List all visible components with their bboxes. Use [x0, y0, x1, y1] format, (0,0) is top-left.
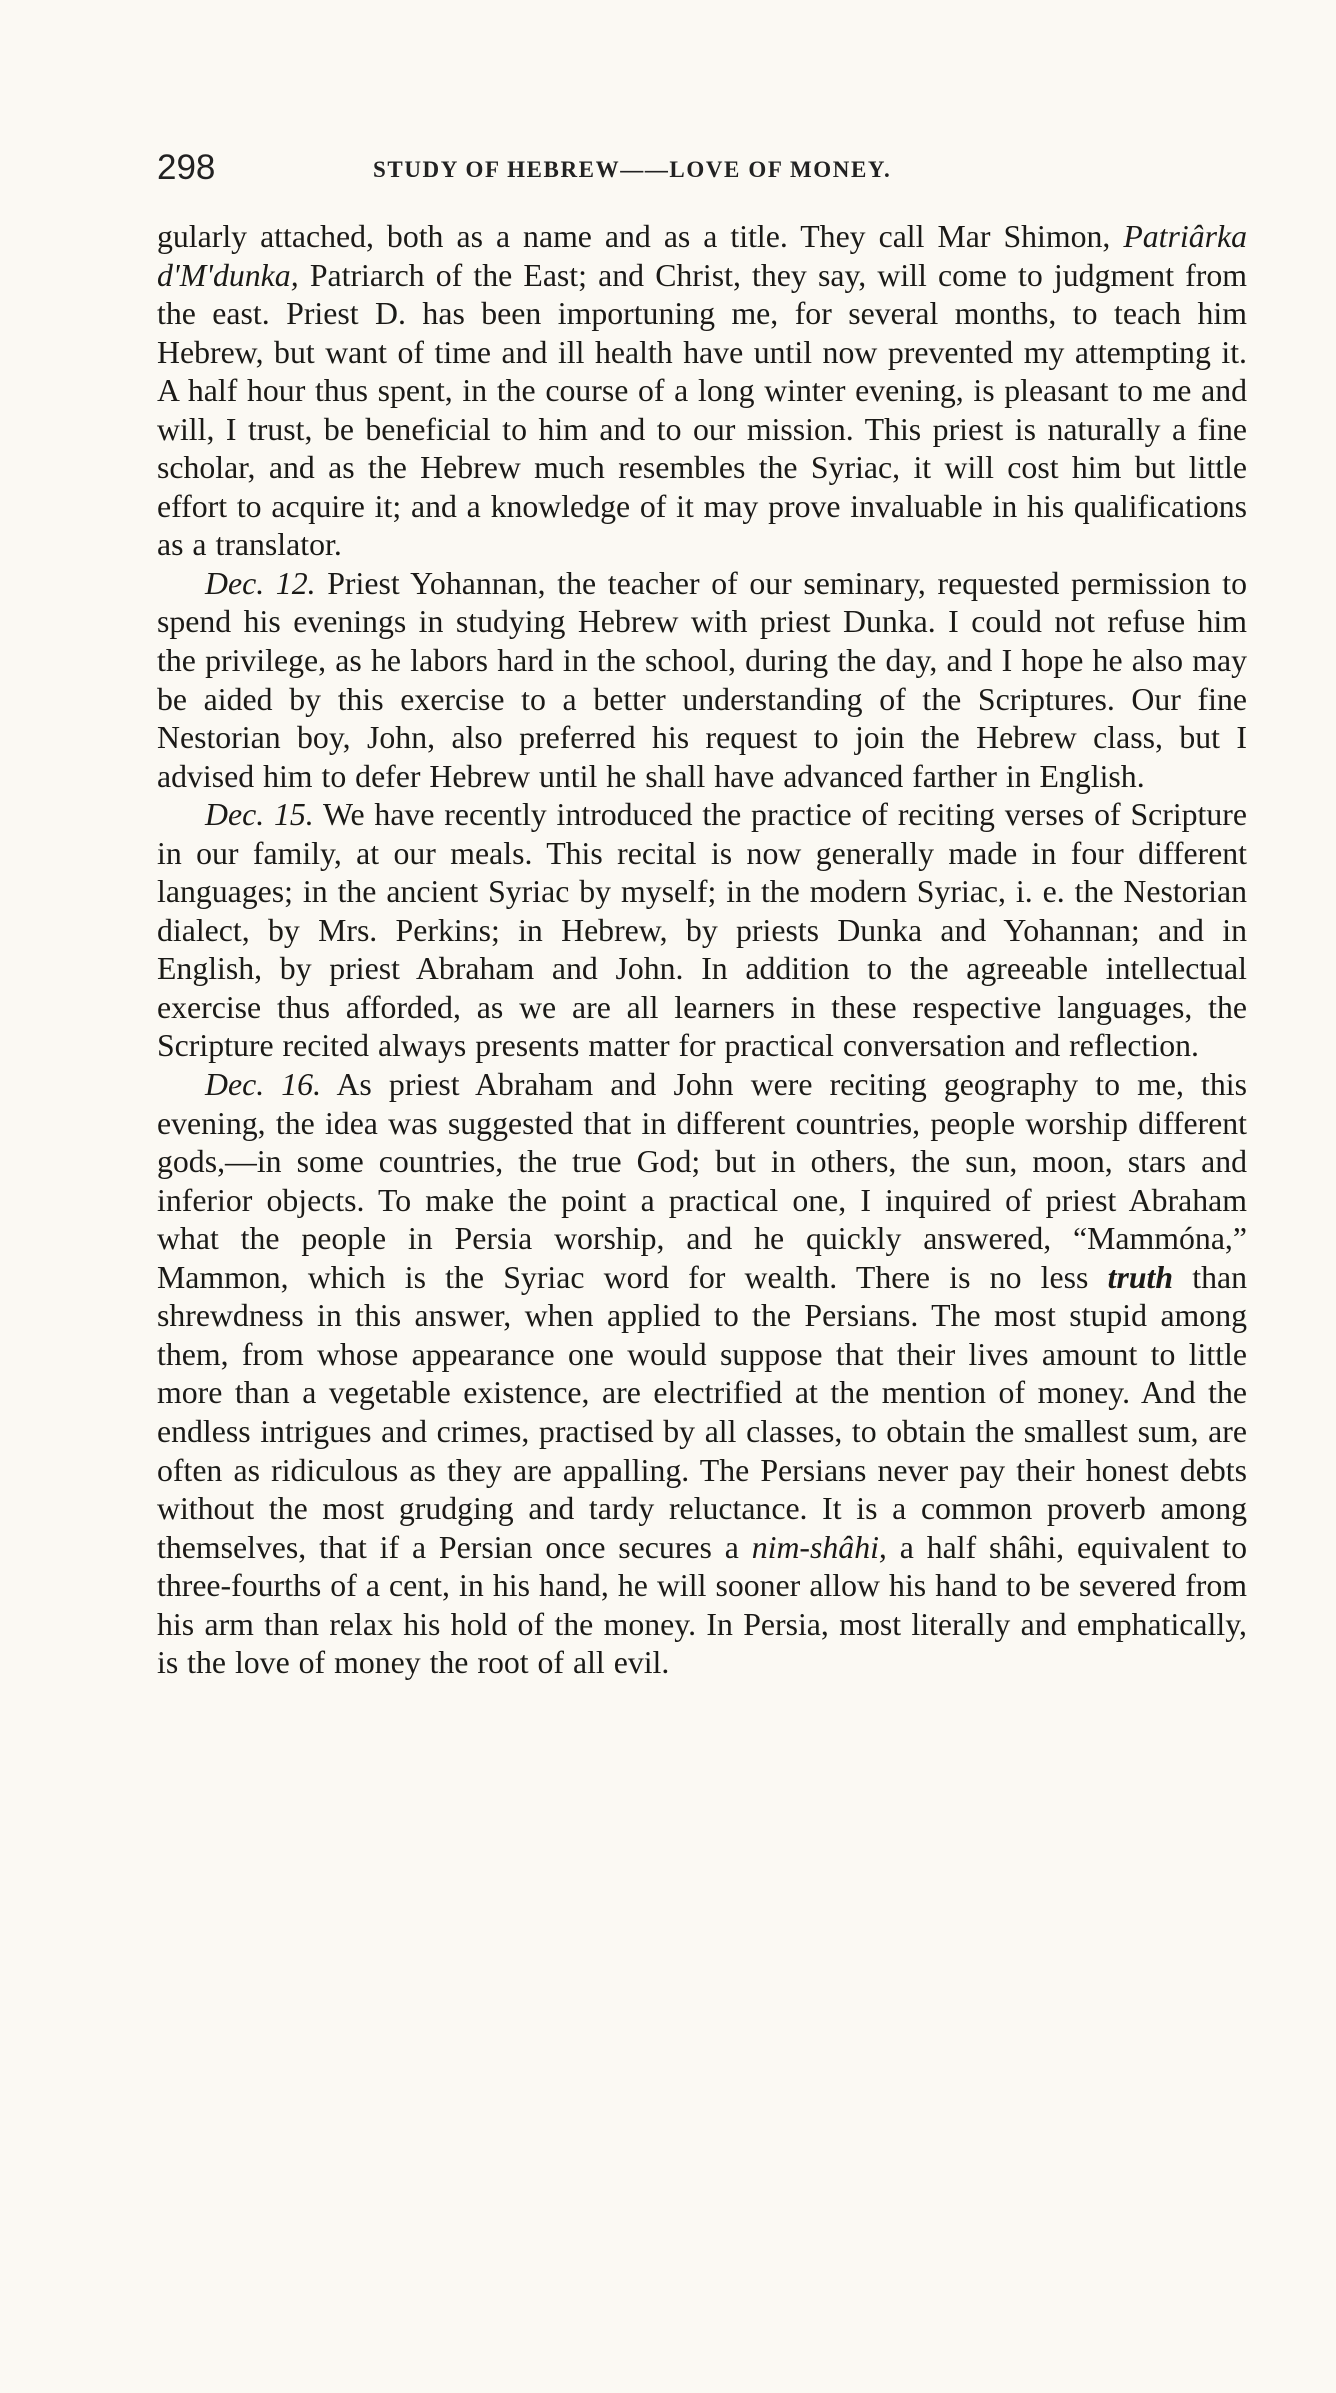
entry-date: Dec. 15. — [205, 797, 314, 833]
journal-entry-dec-12 — [157, 565, 1247, 796]
journal-entry-dec-15 — [157, 796, 1247, 1066]
entry-text: As priest Abraham and John were reciting geography to me, this evening, the idea was suggested that in different countries, people worship different gods,—in some countries, the true God; but in others, the sun, moon, stars and inferior objects. To make the point a practical one, I inquired of priest Abraham what the people in Persia worship, and he quickly answered, “Mammóna,” Mammon, which is the Syriac word for wealth. There is no less — [157, 1067, 1248, 1295]
body-text — [157, 218, 1247, 1683]
book-page — [157, 138, 1247, 1683]
entry-text: Priest Yohannan, the teacher of our seminary, requested permission to spend his evenings in studying Hebrew with priest Dunka. I could not refuse him the privilege, as he labors hard in the school, during the day, and I hope he also may be aided by this exercise to a better understanding of the Scriptures. Our fine Nestorian boy, John, also preferred his request to join the Hebrew class, but I advised him to defer Hebrew until he shall have advanced farther in English. — [157, 565, 1247, 794]
italic-term: Patriârka d'M'dunka, — [157, 219, 1247, 293]
paragraph-text: Patriarch of the East; and Christ, they say, will come to judgment from the east. Priest D. has been importuning me, for several months, to teach him Hebrew, but want of time and ill health have until now prevented my attempting it. A half hour thus spent, in the course of a long winter evening, is pleasant to me and will, I trust, be beneficial to him and to our mission. This priest is naturally a fine scholar, and as the Hebrew much resembles the Syriac, it will cost him but little effort to acquire it; and a knowledge of it may prove invaluable in his qualifications as a translator. — [157, 257, 1247, 563]
paragraph-text: gularly attached, both as a name and as a title. They call Mar Shimon, — [157, 219, 1124, 254]
entry-text: than shrewdness in this answer, when applied to the Persians. The most stupid among them, from whose appearance one would suppose that their lives amount to little more than a vegetable existence, are electrified at the mention of money. And the endless intrigues and crimes, practised by all classes, to obtain the smallest sum, are often as ridiculous as they are appalling. The Persians never pay their honest debts without the most grudging and tardy reluctance. It is a common proverb among themselves, that if a Persian once secures a — [157, 1259, 1247, 1565]
italic-term: nim-shâhi, — [751, 1529, 887, 1565]
paragraph-continuation — [157, 218, 1247, 565]
emphasized-word: truth — [1107, 1259, 1174, 1295]
entry-date: Dec. 16. — [205, 1067, 322, 1103]
journal-entry-dec-16 — [157, 1066, 1247, 1683]
entry-date: Dec. 12. — [205, 565, 316, 601]
running-title: STUDY OF HEBREW——LOVE OF MONEY. — [373, 157, 892, 182]
entry-text: a half shâhi, equivalent to three-fourths of a cent, in his hand, he will sooner allow his hand to be severed from his arm than relax his hold of the money. In Persia, most literally and emphatically, is the love of money the root of all evil. — [157, 1529, 1248, 1681]
page-header — [157, 138, 1247, 198]
page-number: 298 — [157, 148, 216, 187]
entry-text: We have recently introduced the practice of reciting verses of Scripture in our family, at our meals. This recital is now generally made in four different languages; in the ancient Syriac by myself; in the modern Syriac, i. e. the Nestorian dialect, by Mrs. Perkins; in Hebrew, by priests Dunka and Yohannan; and in English, by priest Abraham and John. In addition to the agreeable intellectual exercise thus afforded, as we are all learners in these respective languages, the Scripture recited always presents matter for practical conversation and reflection. — [157, 797, 1247, 1064]
